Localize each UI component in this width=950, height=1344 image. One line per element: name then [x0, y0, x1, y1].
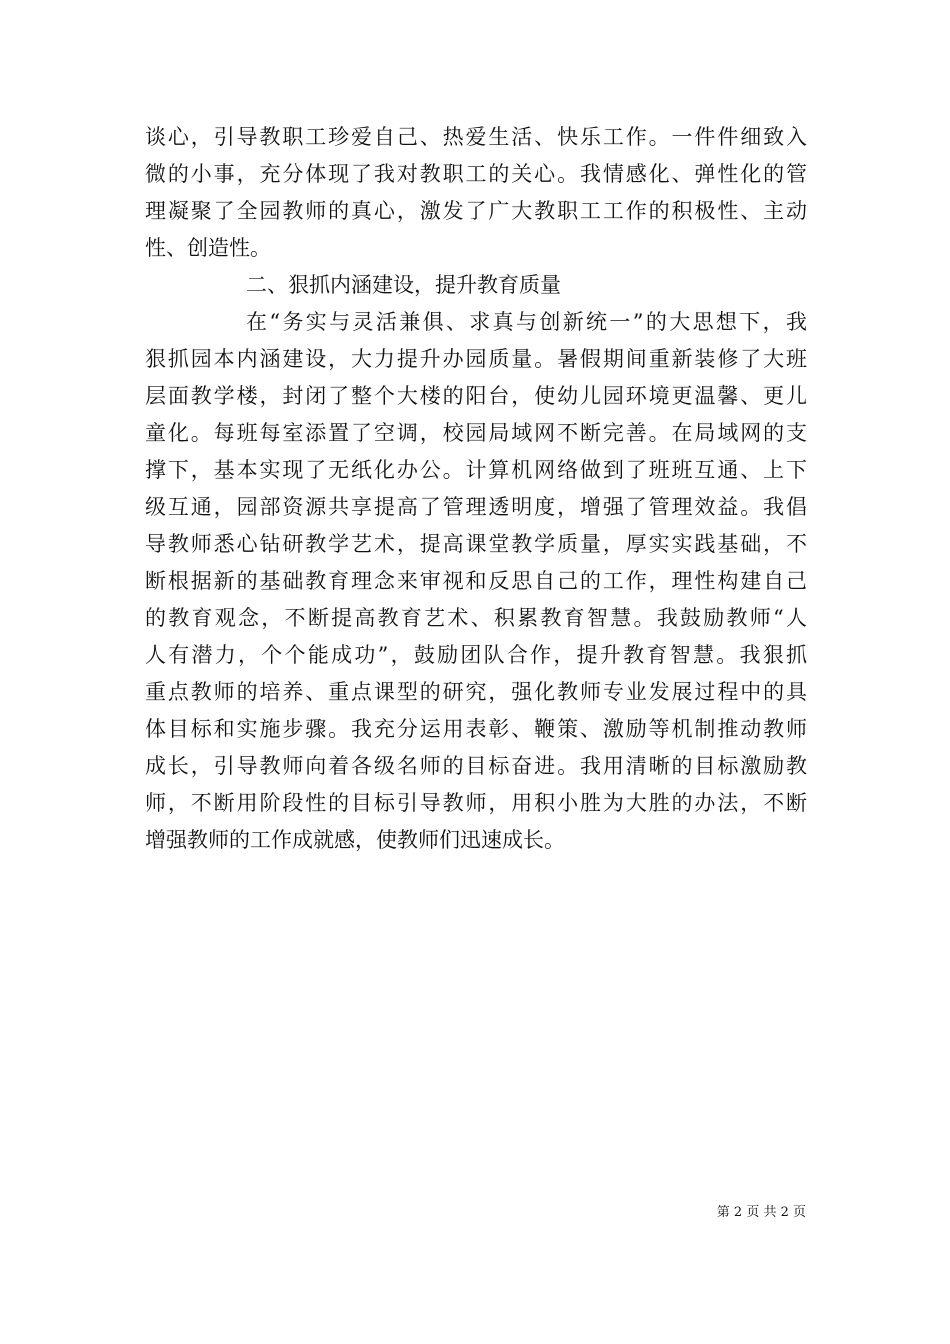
paragraph-3-line-14: 师，不断用阶段性的目标引导教师，用积小胜为大胜的办法，不断	[145, 791, 807, 815]
paragraph-3-line-15: 增强教师的工作成就感，使教师们迅速成长。	[145, 828, 565, 852]
paragraph-3-line-8: 断根据新的基础教育理念来审视和反思自己的工作，理性构建自己	[145, 569, 807, 593]
document-body	[145, 119, 807, 859]
section-heading: 二、狠抓内涵建设，提升教育质量	[246, 273, 561, 297]
paragraph-3-line-10: 人有潜力，个个能成功”，鼓励团队合作，提升教育智慧。我狠抓	[145, 643, 807, 667]
paragraph-3-line-12: 体目标和实施步骤。我充分运用表彰、鞭策、激励等机制推动教师	[145, 717, 807, 741]
paragraph-3-line-1: 在“务实与灵活兼俱、求真与创新统一”的大思想下，我	[246, 310, 807, 334]
paragraph-1-line-3: 理凝聚了全园教师的真心，激发了广大教职工工作的积极性、主动	[145, 199, 807, 223]
paragraph-3-line-9: 的教育观念，不断提高教育艺术、积累教育智慧。我鼓励教师“人	[145, 606, 807, 630]
paragraph-1-line-1: 谈心，引导教职工珍爱自己、热爱生活、快乐工作。一件件细致入	[145, 125, 807, 149]
page-number-footer: 第 2 页 共 2 页	[716, 1205, 806, 1220]
paragraph-3-line-7: 导教师悉心钻研教学艺术，提高课堂教学质量，厚实实践基础，不	[145, 532, 807, 556]
paragraph-3-line-6: 级互通，园部资源共享提高了管理透明度，增强了管理效益。我倡	[145, 495, 807, 519]
paragraph-3-line-2: 狠抓园本内涵建设，大力提升办园质量。暑假期间重新装修了大班	[145, 347, 807, 371]
paragraph-3-line-3: 层面教学楼，封闭了整个大楼的阳台，使幼儿园环境更温馨、更儿	[145, 384, 807, 408]
paragraph-1-line-4: 性、创造性。	[145, 236, 271, 260]
paragraph-1-line-2: 微的小事，充分体现了我对教职工的关心。我情感化、弹性化的管	[145, 162, 807, 186]
paragraph-3-line-5: 撑下，基本实现了无纸化办公。计算机网络做到了班班互通、上下	[145, 458, 807, 482]
paragraph-3-line-13: 成长，引导教师向着各级名师的目标奋进。我用清晰的目标激励教	[145, 754, 807, 778]
paragraph-3-line-4: 童化。每班每室添置了空调，校园局域网不断完善。在局域网的支	[145, 421, 807, 445]
paragraph-3-line-11: 重点教师的培养、重点课型的研究，强化教师专业发展过程中的具	[145, 680, 807, 704]
